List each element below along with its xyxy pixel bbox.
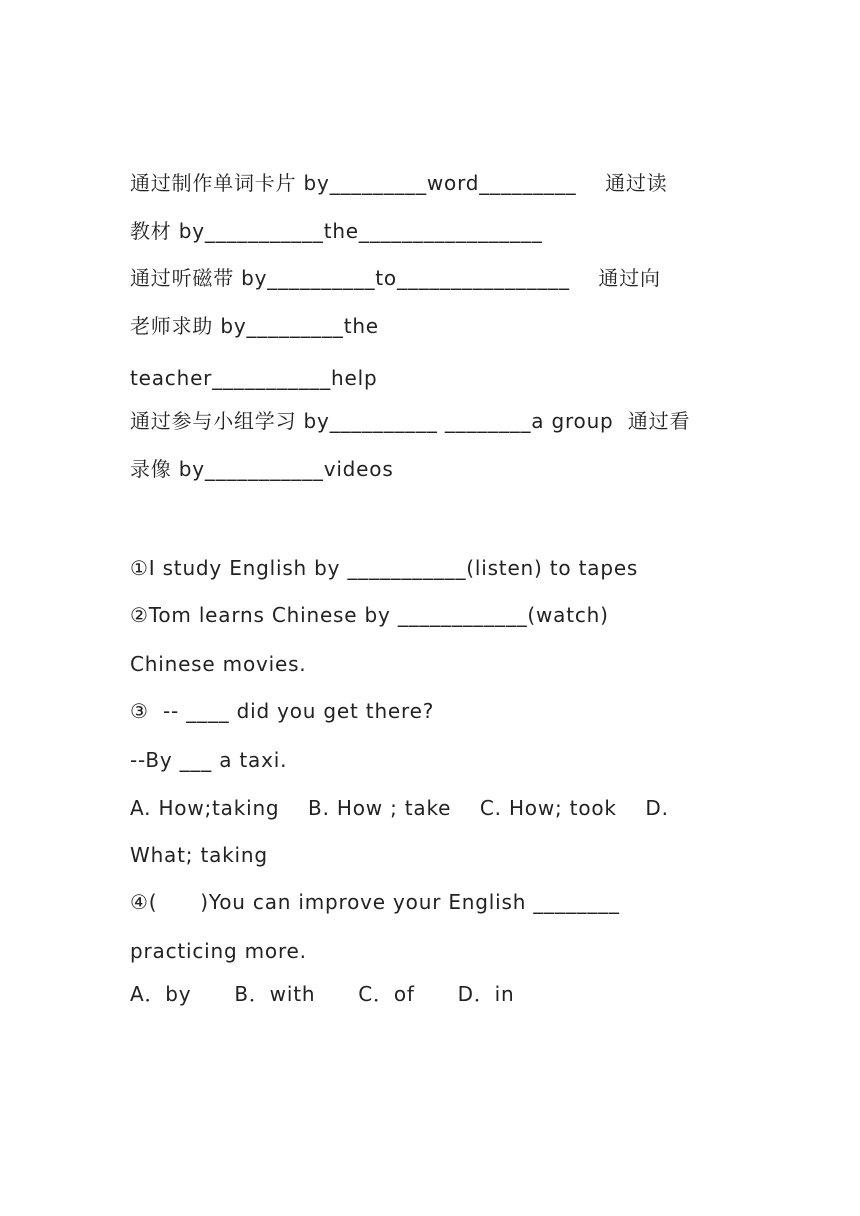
phrase-asking-teacher: 老师求助 by_________the: [130, 314, 379, 338]
exercise-4-options: A．by B．with C．of D．in: [130, 982, 515, 1006]
exercise-1: ①I study English by ___________(listen) to tapes: [130, 556, 639, 580]
exercise-2-continued: Chinese movies.: [130, 652, 307, 676]
phrase-reading-textbook: 教材 by___________the_________________: [130, 219, 543, 243]
exercise-2: ②Tom learns Chinese by ____________(watch): [130, 603, 609, 627]
phrase-teacher-help: teacher___________help: [130, 366, 378, 390]
phrase-watching-videos: 录像 by___________videos: [130, 457, 394, 481]
exercise-4-question-continued: practicing more.: [130, 939, 307, 963]
exercise-3-options-continued: What; taking: [130, 843, 268, 867]
phrase-group-study: 通过参与小组学习 by__________ ________a group 通过看: [130, 409, 691, 433]
exercise-3-options: A. How;taking B. How ; take C. How; took D.: [130, 796, 669, 820]
phrase-word-cards: 通过制作单词卡片 by_________word_________ 通过读: [130, 171, 668, 195]
exercise-3-answer: --By ___ a taxi.: [130, 748, 288, 772]
exercise-3-question: ③ -- ____ did you get there?: [130, 699, 435, 723]
exercise-4-question: ④( )You can improve your English ________: [130, 890, 620, 914]
phrase-listening-tapes: 通过听磁带 by__________to________________ 通过向: [130, 266, 661, 290]
